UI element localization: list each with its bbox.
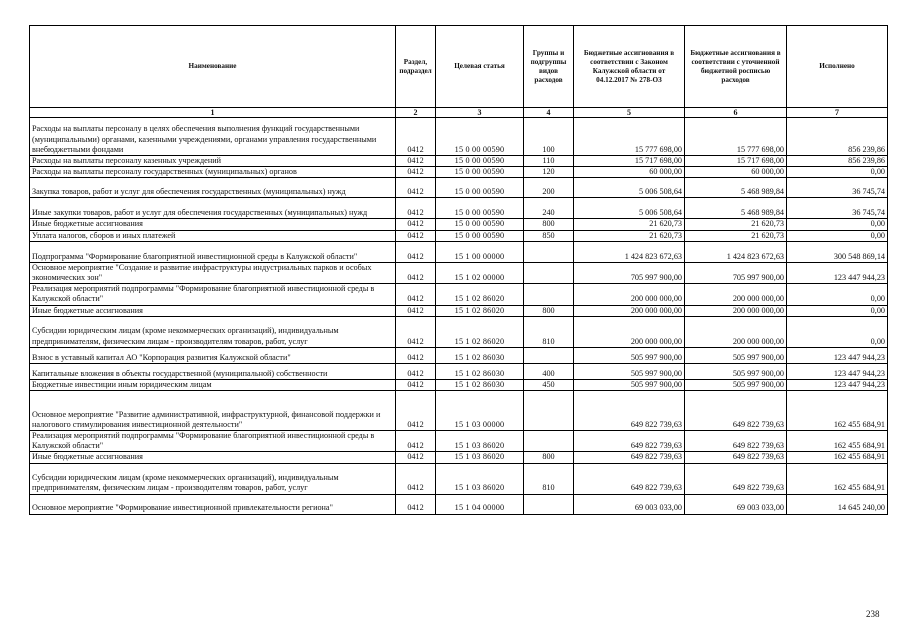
- row-group-cell: [524, 494, 574, 514]
- row-section-cell: 0412: [396, 167, 436, 178]
- row-revised-amount: 649 822 739,63: [685, 452, 787, 463]
- row-law-amount: 15 777 698,00: [574, 118, 685, 156]
- row-section-cell: 0412: [396, 305, 436, 316]
- row-section-cell: 0412: [396, 230, 436, 241]
- row-revised-amount: 15 717 698,00: [685, 156, 787, 167]
- row-section-cell: 0412: [396, 316, 436, 347]
- row-group-cell: [524, 391, 574, 431]
- row-name-cell: Основное мероприятие "Формирование инвестиционной привлекательности региона": [30, 494, 396, 514]
- row-name-cell: Иные закупки товаров, работ и услуг для обеспечения государственных (муниципальных) нужд: [30, 198, 396, 219]
- row-revised-amount: 505 997 900,00: [685, 379, 787, 390]
- column-number: 6: [685, 108, 787, 118]
- row-section-cell: 0412: [396, 431, 436, 452]
- row-target-cell: 15 1 02 86030: [436, 363, 524, 379]
- row-executed-amount: 162 455 684,91: [787, 391, 888, 431]
- row-revised-amount: 69 003 033,00: [685, 494, 787, 514]
- row-group-cell: [524, 431, 574, 452]
- row-executed-amount: 123 447 944,23: [787, 262, 888, 283]
- row-executed-amount: 123 447 944,23: [787, 347, 888, 363]
- row-revised-amount: 705 997 900,00: [685, 262, 787, 283]
- row-revised-amount: 21 620,73: [685, 219, 787, 230]
- row-target-cell: 15 1 02 86030: [436, 347, 524, 363]
- row-target-cell: 15 1 04 00000: [436, 494, 524, 514]
- row-executed-amount: 14 645 240,00: [787, 494, 888, 514]
- row-target-cell: 15 1 02 86030: [436, 379, 524, 390]
- row-law-amount: 200 000 000,00: [574, 284, 685, 305]
- row-revised-amount: 15 777 698,00: [685, 118, 787, 156]
- row-target-cell: 15 0 00 00590: [436, 118, 524, 156]
- table-body: [30, 118, 888, 515]
- row-section-cell: 0412: [396, 241, 436, 262]
- row-name-cell: Взнос в уставный капитал АО "Корпорация развития Калужской области": [30, 347, 396, 363]
- header-law: Бюджетные ассигнования в соответствии с Законом Калужской области от 04.12.2017 № 278-ОЗ: [574, 26, 685, 108]
- row-executed-amount: 162 455 684,91: [787, 452, 888, 463]
- column-number: 7: [787, 108, 888, 118]
- row-section-cell: 0412: [396, 452, 436, 463]
- row-executed-amount: 856 239,86: [787, 156, 888, 167]
- row-law-amount: 60 000,00: [574, 167, 685, 178]
- row-law-amount: 5 006 508,64: [574, 198, 685, 219]
- row-name-cell: Закупка товаров, работ и услуг для обеспечения государственных (муниципальных) нужд: [30, 178, 396, 198]
- row-revised-amount: 5 468 989,84: [685, 178, 787, 198]
- row-name-cell: Бюджетные инвестиции иным юридическим лицам: [30, 379, 396, 390]
- row-name-cell: Уплата налогов, сборов и иных платежей: [30, 230, 396, 241]
- row-group-cell: [524, 284, 574, 305]
- row-revised-amount: 60 000,00: [685, 167, 787, 178]
- row-section-cell: 0412: [396, 156, 436, 167]
- table-row: [30, 452, 888, 463]
- header-group: Группы и подгруппы видов расходов: [524, 26, 574, 108]
- row-section-cell: 0412: [396, 178, 436, 198]
- row-target-cell: 15 1 03 86020: [436, 431, 524, 452]
- table-row: [30, 230, 888, 241]
- table-row: [30, 379, 888, 390]
- row-executed-amount: 0,00: [787, 284, 888, 305]
- table-row: [30, 198, 888, 219]
- header-section: Раздел, подраздел: [396, 26, 436, 108]
- row-target-cell: 15 1 03 86020: [436, 452, 524, 463]
- row-executed-amount: 162 455 684,91: [787, 463, 888, 494]
- table-row: [30, 284, 888, 305]
- row-name-cell: Реализация мероприятий подпрограммы "Формирование благоприятной инвестиционной среды в Калужской области": [30, 284, 396, 305]
- row-revised-amount: 649 822 739,63: [685, 391, 787, 431]
- row-group-cell: 200: [524, 178, 574, 198]
- row-section-cell: 0412: [396, 379, 436, 390]
- row-executed-amount: 0,00: [787, 219, 888, 230]
- row-revised-amount: 200 000 000,00: [685, 284, 787, 305]
- table-row: [30, 178, 888, 198]
- row-target-cell: 15 1 03 00000: [436, 391, 524, 431]
- row-law-amount: 505 997 900,00: [574, 379, 685, 390]
- table-header: [30, 26, 888, 118]
- header-target: Целевая статья: [436, 26, 524, 108]
- row-name-cell: Основное мероприятие "Развитие административной, инфраструктурной, финансовой поддержки и налогового стимулирования инвестиционной деятельности": [30, 391, 396, 431]
- row-executed-amount: 162 455 684,91: [787, 431, 888, 452]
- row-section-cell: 0412: [396, 347, 436, 363]
- page-number: 238: [866, 609, 880, 619]
- row-law-amount: 705 997 900,00: [574, 262, 685, 283]
- row-revised-amount: 1 424 823 672,63: [685, 241, 787, 262]
- row-target-cell: 15 1 02 86020: [436, 284, 524, 305]
- row-group-cell: 800: [524, 305, 574, 316]
- table-row: [30, 241, 888, 262]
- header-executed: Исполнено: [787, 26, 888, 108]
- row-revised-amount: 21 620,73: [685, 230, 787, 241]
- row-law-amount: 649 822 739,63: [574, 431, 685, 452]
- row-group-cell: 110: [524, 156, 574, 167]
- row-revised-amount: 200 000 000,00: [685, 305, 787, 316]
- row-law-amount: 21 620,73: [574, 230, 685, 241]
- row-section-cell: 0412: [396, 391, 436, 431]
- row-group-cell: 100: [524, 118, 574, 156]
- row-name-cell: Реализация мероприятий подпрограммы "Формирование благоприятной инвестиционной среды в Калужской области": [30, 431, 396, 452]
- row-law-amount: 5 006 508,64: [574, 178, 685, 198]
- column-number: 1: [30, 108, 396, 118]
- column-number: 5: [574, 108, 685, 118]
- row-law-amount: 21 620,73: [574, 219, 685, 230]
- row-law-amount: 69 003 033,00: [574, 494, 685, 514]
- column-number: 2: [396, 108, 436, 118]
- row-group-cell: 450: [524, 379, 574, 390]
- row-revised-amount: 505 997 900,00: [685, 363, 787, 379]
- table-row: [30, 431, 888, 452]
- table-row: [30, 347, 888, 363]
- row-section-cell: 0412: [396, 198, 436, 219]
- row-revised-amount: 5 468 989,84: [685, 198, 787, 219]
- row-law-amount: 649 822 739,63: [574, 463, 685, 494]
- row-target-cell: 15 1 02 86020: [436, 316, 524, 347]
- row-group-cell: 800: [524, 219, 574, 230]
- row-section-cell: 0412: [396, 118, 436, 156]
- row-revised-amount: 649 822 739,63: [685, 463, 787, 494]
- column-number: 3: [436, 108, 524, 118]
- row-target-cell: 15 1 02 00000: [436, 262, 524, 283]
- row-name-cell: Расходы на выплаты персоналу казенных учреждений: [30, 156, 396, 167]
- row-name-cell: Основное мероприятие "Создание и развитие инфраструктуры индустриальных парков и особых экономических зон": [30, 262, 396, 283]
- budget-table: [29, 25, 888, 515]
- row-name-cell: Субсидии юридическим лицам (кроме некоммерческих организаций), индивидуальным предпринимателям, физическим лицам - производителям товаров, работ, услуг: [30, 316, 396, 347]
- row-name-cell: Подпрограмма "Формирование благоприятной инвестиционной среды в Калужской области": [30, 241, 396, 262]
- column-number: 4: [524, 108, 574, 118]
- row-group-cell: [524, 347, 574, 363]
- row-group-cell: 240: [524, 198, 574, 219]
- row-executed-amount: 0,00: [787, 305, 888, 316]
- row-name-cell: Иные бюджетные ассигнования: [30, 452, 396, 463]
- row-target-cell: 15 0 00 00590: [436, 156, 524, 167]
- row-law-amount: 649 822 739,63: [574, 452, 685, 463]
- row-law-amount: 15 717 698,00: [574, 156, 685, 167]
- row-law-amount: 649 822 739,63: [574, 391, 685, 431]
- table-row: [30, 219, 888, 230]
- table-row: [30, 305, 888, 316]
- row-name-cell: Капитальные вложения в объекты государственной (муниципальной) собственности: [30, 363, 396, 379]
- table-row: [30, 463, 888, 494]
- row-group-cell: 810: [524, 463, 574, 494]
- table-row: [30, 316, 888, 347]
- header-revised: Бюджетные ассигнования в соответствии с уточненной бюджетной росписью расходов: [685, 26, 787, 108]
- row-group-cell: 850: [524, 230, 574, 241]
- row-group-cell: 810: [524, 316, 574, 347]
- row-law-amount: 505 997 900,00: [574, 347, 685, 363]
- table-row: [30, 167, 888, 178]
- row-group-cell: 400: [524, 363, 574, 379]
- row-executed-amount: 856 239,86: [787, 118, 888, 156]
- row-law-amount: 1 424 823 672,63: [574, 241, 685, 262]
- row-law-amount: 505 997 900,00: [574, 363, 685, 379]
- row-group-cell: [524, 241, 574, 262]
- row-executed-amount: 0,00: [787, 167, 888, 178]
- row-target-cell: 15 1 03 86020: [436, 463, 524, 494]
- row-name-cell: Иные бюджетные ассигнования: [30, 305, 396, 316]
- row-group-cell: 120: [524, 167, 574, 178]
- row-name-cell: Расходы на выплаты персоналу в целях обеспечения выполнения функций государственными (муниципальными) органами, казенными учреждениями, органами управления государственными внебюджетными фондами: [30, 118, 396, 156]
- row-target-cell: 15 0 00 00590: [436, 198, 524, 219]
- table-row: [30, 262, 888, 283]
- row-name-cell: Субсидии юридическим лицам (кроме некоммерческих организаций), индивидуальным предпринимателям, физическим лицам - производителям товаров, работ, услуг: [30, 463, 396, 494]
- row-name-cell: Иные бюджетные ассигнования: [30, 219, 396, 230]
- row-section-cell: 0412: [396, 363, 436, 379]
- row-executed-amount: 123 447 944,23: [787, 379, 888, 390]
- row-group-cell: 800: [524, 452, 574, 463]
- row-executed-amount: 36 745,74: [787, 198, 888, 219]
- row-target-cell: 15 0 00 00590: [436, 230, 524, 241]
- row-target-cell: 15 1 00 00000: [436, 241, 524, 262]
- table-row: [30, 156, 888, 167]
- table-row: [30, 363, 888, 379]
- row-executed-amount: 36 745,74: [787, 178, 888, 198]
- row-target-cell: 15 0 00 00590: [436, 178, 524, 198]
- table-row: [30, 391, 888, 431]
- row-target-cell: 15 0 00 00590: [436, 219, 524, 230]
- row-executed-amount: 0,00: [787, 230, 888, 241]
- row-name-cell: Расходы на выплаты персоналу государственных (муниципальных) органов: [30, 167, 396, 178]
- row-group-cell: [524, 262, 574, 283]
- header-name: Наименование: [30, 26, 396, 108]
- row-section-cell: 0412: [396, 219, 436, 230]
- row-law-amount: 200 000 000,00: [574, 316, 685, 347]
- row-section-cell: 0412: [396, 494, 436, 514]
- table-row: [30, 494, 888, 514]
- row-executed-amount: 123 447 944,23: [787, 363, 888, 379]
- row-revised-amount: 505 997 900,00: [685, 347, 787, 363]
- row-section-cell: 0412: [396, 284, 436, 305]
- row-section-cell: 0412: [396, 463, 436, 494]
- row-target-cell: 15 0 00 00590: [436, 167, 524, 178]
- row-executed-amount: 300 548 869,14: [787, 241, 888, 262]
- row-revised-amount: 649 822 739,63: [685, 431, 787, 452]
- table-row: [30, 118, 888, 156]
- row-target-cell: 15 1 02 86020: [436, 305, 524, 316]
- header-row: [30, 26, 888, 108]
- row-section-cell: 0412: [396, 262, 436, 283]
- row-executed-amount: 0,00: [787, 316, 888, 347]
- row-revised-amount: 200 000 000,00: [685, 316, 787, 347]
- row-law-amount: 200 000 000,00: [574, 305, 685, 316]
- column-number-row: [30, 108, 888, 118]
